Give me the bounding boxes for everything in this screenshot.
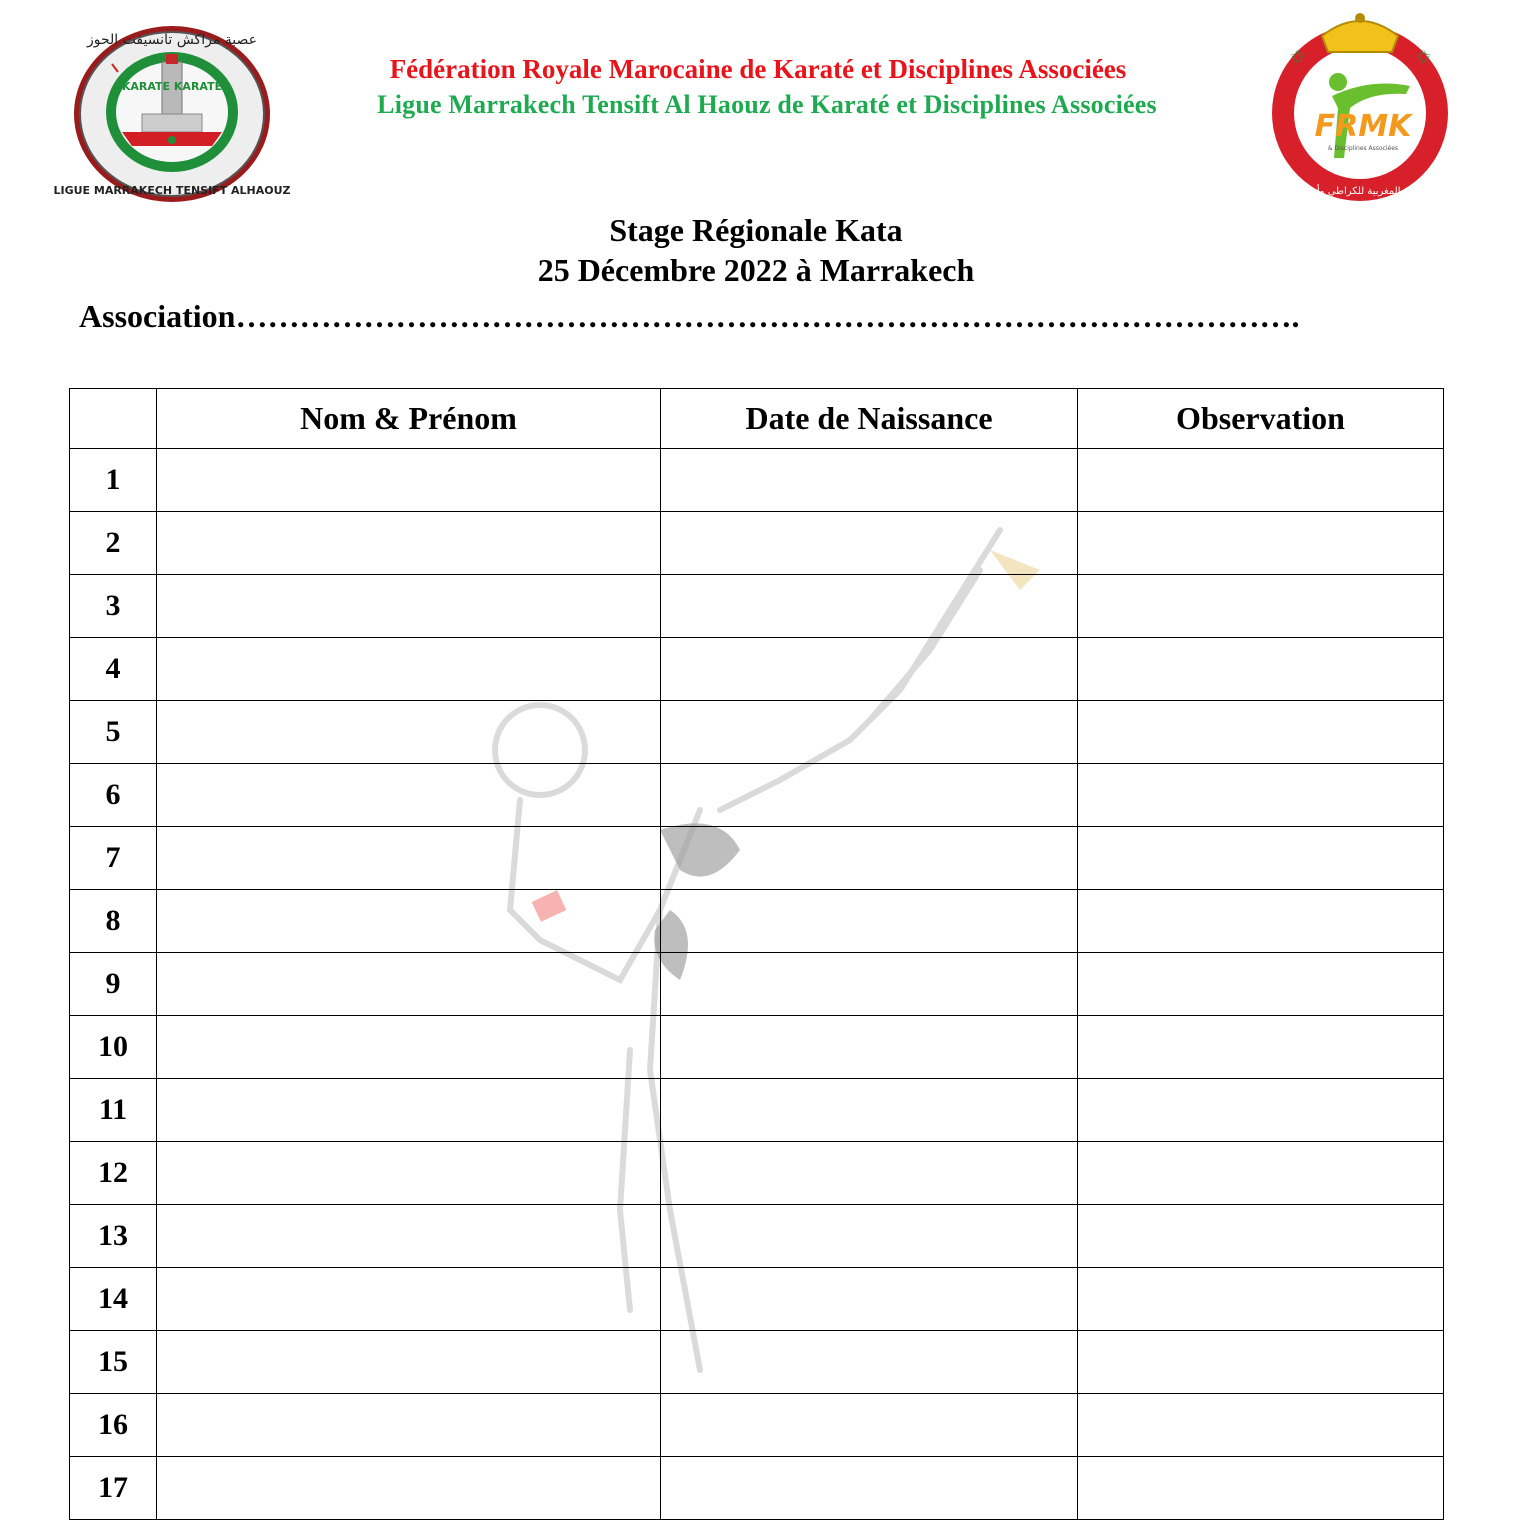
row-number: 10 (70, 1016, 157, 1079)
table-row (70, 1016, 1444, 1079)
name-cell[interactable] (157, 827, 661, 890)
name-cell[interactable] (157, 701, 661, 764)
table-row (70, 575, 1444, 638)
observation-cell[interactable] (1078, 1205, 1444, 1268)
observation-cell[interactable] (1078, 827, 1444, 890)
row-number: 16 (70, 1394, 157, 1457)
birthdate-cell[interactable] (661, 1142, 1078, 1205)
name-cell[interactable] (157, 1079, 661, 1142)
row-number: 11 (70, 1079, 157, 1142)
name-cell[interactable] (157, 953, 661, 1016)
col-header-birthdate: Date de Naissance (661, 389, 1078, 449)
name-cell[interactable] (157, 1394, 661, 1457)
birthdate-cell[interactable] (661, 1016, 1078, 1079)
observation-cell[interactable] (1078, 575, 1444, 638)
table-row (70, 953, 1444, 1016)
birthdate-cell[interactable] (661, 1394, 1078, 1457)
name-cell[interactable] (157, 1016, 661, 1079)
name-cell[interactable] (157, 764, 661, 827)
table-row (70, 1457, 1444, 1520)
star-icon: ✩ (1416, 47, 1432, 67)
ligue-logo-bottom-text: LIGUE MARRAKECH TENSIFT ALHAOUZ (53, 184, 291, 197)
table-row (70, 1331, 1444, 1394)
frmk-logo-subtext: & Disciplines Associées (1327, 145, 1399, 152)
table-row (70, 1205, 1444, 1268)
observation-cell[interactable] (1078, 449, 1444, 512)
birthdate-cell[interactable] (661, 1457, 1078, 1520)
frmk-logo-text: FRMK (1314, 109, 1412, 144)
table-row (70, 449, 1444, 512)
row-number: 6 (70, 764, 157, 827)
observation-cell[interactable] (1078, 1394, 1444, 1457)
observation-cell[interactable] (1078, 1268, 1444, 1331)
birthdate-cell[interactable] (661, 1079, 1078, 1142)
table-row (70, 638, 1444, 701)
row-number: 8 (70, 890, 157, 953)
birthdate-cell[interactable] (661, 953, 1078, 1016)
birthdate-cell[interactable] (661, 827, 1078, 890)
table-row (70, 890, 1444, 953)
association-field[interactable]: Association………………………………………………………………………………………. (79, 298, 1300, 334)
name-cell[interactable] (157, 449, 661, 512)
birthdate-cell[interactable] (661, 764, 1078, 827)
table-row (70, 1079, 1444, 1142)
table-row (70, 1394, 1444, 1457)
row-number: 14 (70, 1268, 157, 1331)
row-number: 13 (70, 1205, 157, 1268)
row-number: 1 (70, 449, 157, 512)
row-number: 17 (70, 1457, 157, 1520)
birthdate-cell[interactable] (661, 449, 1078, 512)
col-header-name: Nom & Prénom (157, 389, 661, 449)
row-number: 15 (70, 1331, 157, 1394)
col-header-number (70, 389, 157, 449)
ligue-logo-ring-text: KARATE KARATE (121, 80, 223, 93)
row-number: 4 (70, 638, 157, 701)
name-cell[interactable] (157, 575, 661, 638)
row-number: 12 (70, 1142, 157, 1205)
observation-cell[interactable] (1078, 1016, 1444, 1079)
observation-cell[interactable] (1078, 638, 1444, 701)
federation-heading: Fédération Royale Marocaine de Karaté et Disciplines Associées (389, 54, 1127, 84)
birthdate-cell[interactable] (661, 1205, 1078, 1268)
name-cell[interactable] (157, 1268, 661, 1331)
birthdate-cell[interactable] (661, 1268, 1078, 1331)
table-row (70, 1142, 1444, 1205)
birthdate-cell[interactable] (661, 512, 1078, 575)
observation-cell[interactable] (1078, 1331, 1444, 1394)
observation-cell[interactable] (1078, 1142, 1444, 1205)
observation-cell[interactable] (1078, 890, 1444, 953)
birthdate-cell[interactable] (661, 638, 1078, 701)
observation-cell[interactable] (1078, 1457, 1444, 1520)
row-number: 9 (70, 953, 157, 1016)
table-row (70, 827, 1444, 890)
observation-cell[interactable] (1078, 701, 1444, 764)
frmk-logo-ring-text: الجامعة الملكية المغربية للكراطي وأساليب مشتركة (1253, 186, 1467, 197)
row-number: 7 (70, 827, 157, 890)
birthdate-cell[interactable] (661, 701, 1078, 764)
ligue-logo-top-text: عصبة مراكش تانسيفت الحوز (87, 32, 257, 48)
name-cell[interactable] (157, 890, 661, 953)
name-cell[interactable] (157, 638, 661, 701)
birthdate-cell[interactable] (661, 575, 1078, 638)
name-cell[interactable] (157, 1457, 661, 1520)
birthdate-cell[interactable] (661, 890, 1078, 953)
name-cell[interactable] (157, 1142, 661, 1205)
observation-cell[interactable] (1078, 953, 1444, 1016)
name-cell[interactable] (157, 1331, 661, 1394)
birthdate-cell[interactable] (661, 1331, 1078, 1394)
row-number: 5 (70, 701, 157, 764)
observation-cell[interactable] (1078, 512, 1444, 575)
ligue-heading: Ligue Marrakech Tensift Al Haouz de Karaté et Disciplines Associées (377, 90, 1157, 119)
table-row (70, 764, 1444, 827)
row-number: 2 (70, 512, 157, 575)
table-row (70, 701, 1444, 764)
name-cell[interactable] (157, 1205, 661, 1268)
table-header-row (70, 389, 1444, 449)
col-header-observation: Observation (1078, 389, 1444, 449)
name-cell[interactable] (157, 512, 661, 575)
observation-cell[interactable] (1078, 1079, 1444, 1142)
registration-table (69, 388, 1444, 1520)
table-row (70, 1268, 1444, 1331)
star-icon: ✩ (1290, 47, 1306, 67)
table-row (70, 512, 1444, 575)
observation-cell[interactable] (1078, 764, 1444, 827)
stage-date: 25 Décembre 2022 à Marrakech (537, 252, 975, 288)
stage-title: Stage Régionale Kata (609, 212, 903, 248)
row-number: 3 (70, 575, 157, 638)
